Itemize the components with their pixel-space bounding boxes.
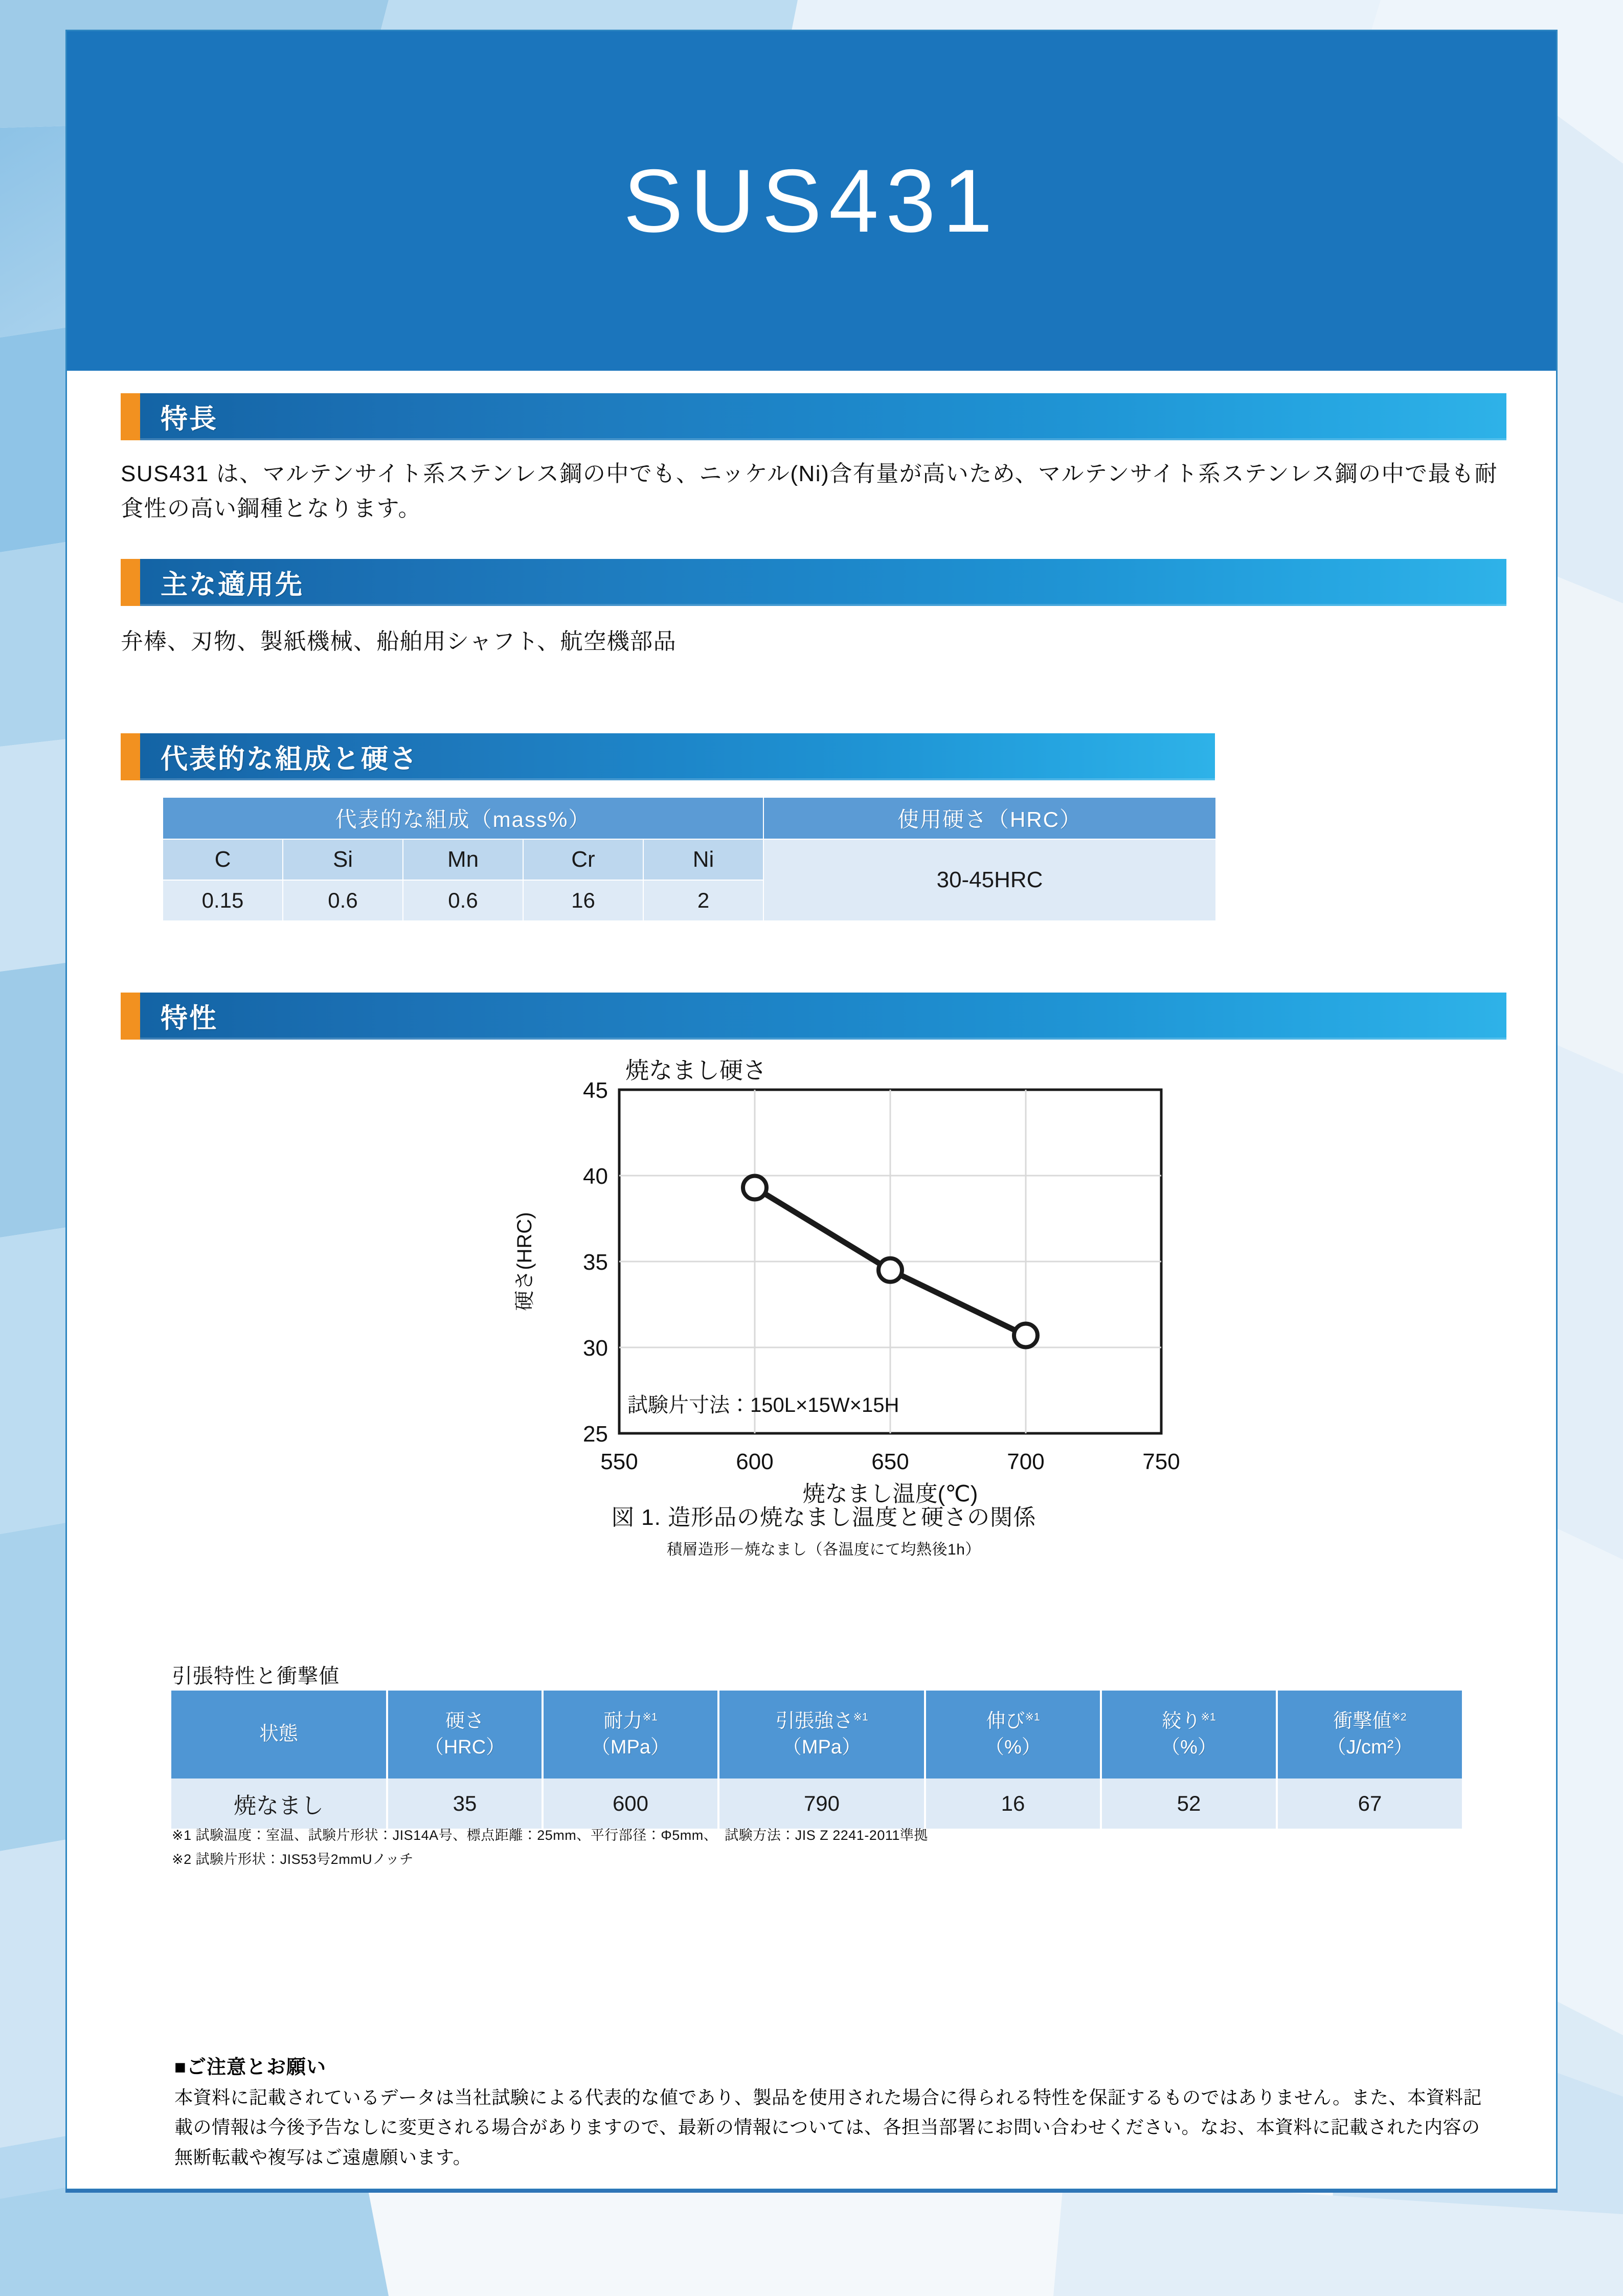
- section-bar-gradient: [140, 733, 1215, 780]
- section-bar-gradient: [140, 993, 1506, 1040]
- column-header-tensile-strength: [719, 1691, 924, 1779]
- section-title-composition: 代表的な組成と硬さ: [161, 744, 418, 774]
- column-header-name: 硬さ: [445, 1710, 484, 1732]
- tensile-table-label: 引張特性と衝撃値: [172, 1665, 340, 1687]
- tensile-footnotes: [172, 1824, 1450, 1872]
- cell-value: 35: [388, 1779, 542, 1829]
- title-banner: [67, 31, 1556, 371]
- tensile-table-body: [171, 1779, 1462, 1829]
- chart-data-point: [878, 1258, 902, 1282]
- section-bar-gradient: [140, 393, 1506, 440]
- footnote-2: ※2 試験片形状：JIS53号2mmUノッチ: [172, 1852, 414, 1867]
- chart-x-axis-label: 焼なまし温度(℃): [802, 1481, 978, 1506]
- column-header-name: 伸び: [986, 1710, 1025, 1732]
- disclaimer-heading: ■ご注意とお願い: [174, 2057, 326, 2078]
- element-value: 0.15: [163, 880, 283, 921]
- footnote-1: ※1 試験温度：室温、試験片形状：JIS14A号、標点距離：25mm、平行部径：Φ5mm、 試験方法：JIS Z 2241-2011準拠: [172, 1828, 928, 1843]
- element-symbol: Cr: [523, 839, 643, 880]
- hardness-group-header: 使用硬さ（HRC）: [763, 797, 1216, 839]
- x-tick-label: 550: [600, 1449, 638, 1474]
- section-title-features: 特長: [161, 404, 218, 434]
- column-header-name: 絞り: [1162, 1710, 1201, 1732]
- composition-table: [162, 797, 1216, 921]
- chart-svg: [466, 1054, 1182, 1514]
- chart-x-ticks: [600, 1449, 1180, 1474]
- section-title-properties: 特性: [161, 1003, 218, 1033]
- section-tab-orange: [121, 559, 140, 606]
- y-tick-label: 45: [583, 1078, 608, 1103]
- column-header-unit: （J/cm²）: [1326, 1737, 1413, 1758]
- page-title: SUS431: [623, 151, 1000, 251]
- element-value: 16: [523, 880, 643, 921]
- element-value: 0.6: [283, 880, 403, 921]
- x-tick-label: 750: [1142, 1449, 1180, 1474]
- section-header-composition: [121, 733, 1215, 780]
- chart-title: 焼なまし硬さ: [625, 1057, 767, 1084]
- table-header-row: [171, 1691, 1462, 1779]
- y-tick-label: 25: [583, 1422, 608, 1447]
- column-header-elongation: [926, 1691, 1100, 1779]
- x-tick-label: 650: [871, 1449, 909, 1474]
- chart-y-axis-label: 硬さ(HRC): [513, 1212, 536, 1311]
- column-header-footnote-mark: ※2: [1391, 1711, 1407, 1723]
- column-header-unit: （%）: [985, 1737, 1041, 1758]
- features-body: SUS431 は、マルテンサイト系ステンレス鋼の中でも、ニッケル(Ni)含有量が高いため、マルテンサイト系ステンレス鋼の中で最も耐食性の高い鋼種となります。: [121, 461, 1498, 522]
- column-header-state: [171, 1691, 386, 1779]
- column-header-impact-value: [1278, 1691, 1462, 1779]
- table-row: [171, 1779, 1462, 1829]
- tensile-properties-table: [169, 1691, 1464, 1829]
- y-tick-label: 40: [583, 1164, 608, 1189]
- chart-caption-main: 図 1. 造形品の焼なまし温度と硬さの関係: [611, 1505, 1036, 1530]
- section-tab-orange: [121, 733, 140, 780]
- section-header-applications: [121, 559, 1506, 606]
- column-header-footnote-mark: ※1: [642, 1711, 658, 1723]
- column-header-name: 衝撃値: [1333, 1710, 1392, 1732]
- column-header-hardness: [388, 1691, 542, 1779]
- card-bottom-rule: [65, 2189, 1558, 2193]
- document-card: [65, 30, 1558, 2190]
- column-header-name: 状態: [259, 1723, 298, 1745]
- chart-data-point: [1014, 1323, 1038, 1347]
- section-tab-orange: [121, 393, 140, 440]
- cell-state: 焼なまし: [171, 1779, 386, 1829]
- element-symbol: Si: [283, 839, 403, 880]
- cell-value: 16: [926, 1779, 1100, 1829]
- element-value: 0.6: [403, 880, 523, 921]
- x-tick-label: 600: [736, 1449, 774, 1474]
- cell-value: 67: [1278, 1779, 1462, 1829]
- section-header-features: [121, 393, 1506, 440]
- column-header-reduction-of-area: [1102, 1691, 1276, 1779]
- column-header-footnote-mark: ※1: [1025, 1711, 1040, 1723]
- element-symbol: Ni: [643, 839, 763, 880]
- column-header-unit: （%）: [1161, 1737, 1217, 1758]
- section-header-properties: [121, 993, 1506, 1040]
- cell-value: 600: [544, 1779, 717, 1829]
- annealing-hardness-chart: [466, 1054, 1182, 1506]
- composition-group-header: 代表的な組成（mass%）: [163, 797, 763, 839]
- element-value: 2: [643, 880, 763, 921]
- hardness-range-value: 30-45HRC: [763, 839, 1216, 921]
- y-tick-label: 35: [583, 1250, 608, 1275]
- table-row: [163, 839, 1216, 880]
- column-header-footnote-mark: ※1: [853, 1711, 868, 1723]
- column-header-unit: （MPa）: [782, 1737, 862, 1758]
- column-header-unit: （MPa）: [591, 1737, 670, 1758]
- chart-caption: [389, 1499, 1258, 1559]
- section-tab-orange: [121, 993, 140, 1040]
- column-header-name: 耐力: [603, 1710, 643, 1732]
- section-title-applications: 主な適用先: [161, 570, 304, 600]
- column-header-name: 引張強さ: [775, 1710, 853, 1732]
- cell-value: 52: [1102, 1779, 1276, 1829]
- cell-value: 790: [719, 1779, 924, 1829]
- column-header-yield-strength: [544, 1691, 717, 1779]
- chart-data-point: [743, 1176, 767, 1200]
- table-row: [163, 797, 1216, 839]
- chart-annotation: 試験片寸法：150L×15W×15H: [627, 1394, 899, 1416]
- chart-y-ticks: [583, 1078, 608, 1447]
- x-tick-label: 700: [1007, 1449, 1045, 1474]
- section-bar-gradient: [140, 559, 1506, 606]
- disclaimer-body: 本資料に記載されているデータは当社試験による代表的な値であり、製品を使用された場合に得られる特性を保証するものではありません。また、本資料記載の情報は今後予告なしに変更される場合がありますので、最新の情報については、各担当部署にお問い合わせください。なお、本資料に記載された内容の無断転載や複写はご遠慮願います。: [174, 2087, 1482, 2168]
- chart-caption-sub: 積層造形－焼なまし（各温度にて均熱後1h）: [667, 1541, 981, 1558]
- element-symbol: C: [163, 839, 283, 880]
- applications-body: 弁棒、刃物、製紙機械、船舶用シャフト、航空機部品: [121, 629, 677, 654]
- element-symbol: Mn: [403, 839, 523, 880]
- column-header-footnote-mark: ※1: [1201, 1711, 1216, 1723]
- column-header-unit: （HRC）: [424, 1737, 506, 1758]
- y-tick-label: 30: [583, 1336, 608, 1361]
